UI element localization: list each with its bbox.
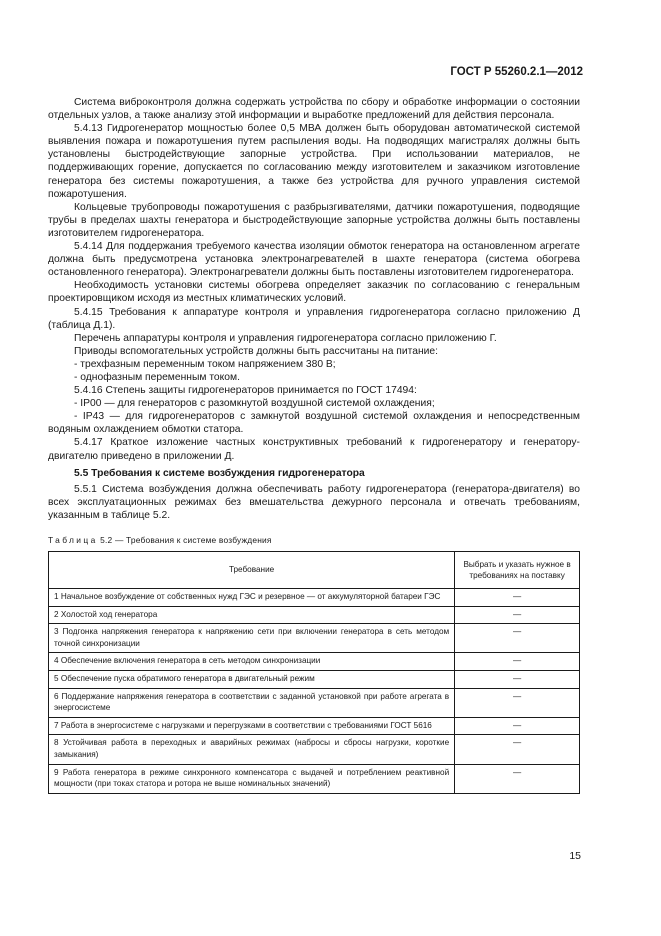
table-row: [49, 606, 580, 624]
paragraph: 5.4.14 Для поддержания требуемого качества изоляции обмоток генератора на остановленном агрегате должна быть предусмотрена установка электронагревателей в шахте генератора (система обогрева остановленного генератора). Электронагреватели должны быть поставлены изготовителем гидрогенератора.: [48, 241, 580, 279]
list-item: - IP43 — для гидрогенераторов с замкнутой воздушной системой охлаждения и непосредственным водяным охлаждением обмотки статора.: [48, 411, 580, 436]
selection-cell: —: [455, 764, 580, 793]
table-header-row: [49, 552, 580, 589]
paragraph: Кольцевые трубопроводы пожаротушения с разбрызгивателями, датчики пожаротушения, подводящие трубы в пределах шахты генератора и быстродействующие запорные устройства должны быть поставлены изготовителем гидрогенератора.: [48, 201, 580, 239]
selection-cell: —: [455, 589, 580, 607]
selection-cell: —: [455, 735, 580, 764]
selection-cell: —: [455, 688, 580, 717]
selection-cell: —: [455, 653, 580, 671]
selection-cell: —: [455, 606, 580, 624]
requirement-cell: 6 Поддержание напряжения генератора в соответствии с заданной установкой при работе агрегата в энергосистеме: [49, 688, 455, 717]
selection-cell: —: [455, 671, 580, 689]
paragraph: 5.5.1 Система возбуждения должна обеспечивать работу гидрогенератора (генератора-двигателя) во всех эксплуатационных режимах без вмешательства дежурного персонала и отвечать требованиям, указанным в таблице 5.2.: [48, 483, 580, 521]
table-caption-title: 5.2 — Требования к системе возбуждения: [100, 535, 272, 545]
list-item: - IP00 — для генераторов с разомкнутой воздушной системой охлаждения;: [74, 398, 435, 410]
requirement-cell: 4 Обеспечение включения генератора в сеть методом синхронизации: [49, 653, 455, 671]
paragraph: 5.4.16 Степень защиты гидрогенераторов принимается по ГОСТ 17494:: [74, 385, 417, 397]
paragraph: 5.4.13 Гидрогенератор мощностью более 0,5 МВА должен быть оборудован автоматической системой выявления пожара и пожаротушения путем распыления воды. На подводящих магистралях должны быть установлены быстродействующие запорные устройства. При использовании материалов, не поддерживающих горение, допускается по согласованию между изготовителем и заказчиком изготовление генератора без системы пожаротушения, а также без устройства для ручного управления системой пожаротушения.: [48, 123, 580, 200]
requirements-table: [48, 551, 580, 794]
table-row: [49, 624, 580, 653]
requirement-cell: 5 Обеспечение пуска обратимого генератора в двигательный режим: [49, 671, 455, 689]
page-number: 15: [569, 850, 581, 862]
requirement-cell: 7 Работа в энергосистеме с нагрузками и перегрузками в соответствии с требованиями ГОСТ 5616: [49, 717, 455, 735]
paragraph: Система виброконтроля должна содержать устройства по сбору и обработке информации о состоянии отдельных узлов, а также анализу этой информации и выработке предложений для действия персонала.: [48, 97, 580, 122]
paragraph: Перечень аппаратуры контроля и управления гидрогенератора согласно приложению Г.: [74, 332, 497, 344]
column-header-selection: Выбрать и указать нужное в требованиях на поставку: [455, 552, 580, 589]
table-caption-label: Таблица: [48, 535, 98, 545]
table-row: [49, 717, 580, 735]
document-id: ГОСТ Р 55260.2.1—2012: [450, 66, 583, 78]
page-body: [48, 96, 580, 794]
table-row: [49, 671, 580, 689]
section-heading: 5.5 Требования к системе возбуждения гидрогенератора: [74, 467, 365, 479]
list-item: - однофазным переменным током.: [74, 371, 240, 383]
selection-cell: —: [455, 624, 580, 653]
requirement-cell: 8 Устойчивая работа в переходных и аварийных режимах (набросы и сбросы нагрузки, короткие замыкания): [49, 735, 455, 764]
table-row: [49, 764, 580, 793]
paragraph: 5.4.15 Требования к аппаратуре контроля и управления гидрогенератора согласно приложению Д (таблица Д.1).: [48, 306, 580, 331]
requirement-cell: 3 Подгонка напряжения генератора к напряжению сети при включении генератора в сеть методом точной синхронизации: [49, 624, 455, 653]
table-row: [49, 735, 580, 764]
selection-cell: —: [455, 717, 580, 735]
paragraph: Приводы вспомогательных устройств должны быть рассчитаны на питание:: [74, 345, 438, 357]
requirement-cell: 9 Работа генератора в режиме синхронного компенсатора с выдачей и потреблением реактивной мощности (при токах статора и ротора не выше номинальных значений): [49, 764, 455, 793]
table-caption: [48, 534, 580, 547]
table-row: [49, 688, 580, 717]
paragraph: 5.4.17 Краткое изложение частных конструктивных требований к гидрогенератору и генератору-двигателю приведено в приложении Д.: [48, 437, 580, 462]
column-header-requirement: Требование: [49, 552, 455, 589]
table-row: [49, 589, 580, 607]
requirement-cell: 1 Начальное возбуждение от собственных нужд ГЭС и резервное — от аккумуляторной батареи ГЭС: [49, 589, 455, 607]
table-row: [49, 653, 580, 671]
requirement-cell: 2 Холостой ход генератора: [49, 606, 455, 624]
list-item: - трехфазным переменным током напряжением 380 В;: [74, 358, 336, 370]
table-body: [49, 589, 580, 794]
paragraph: Необходимость установки системы обогрева определяет заказчик по согласованию с генеральным проектировщиком исходя из местных климатических условий.: [48, 280, 580, 305]
